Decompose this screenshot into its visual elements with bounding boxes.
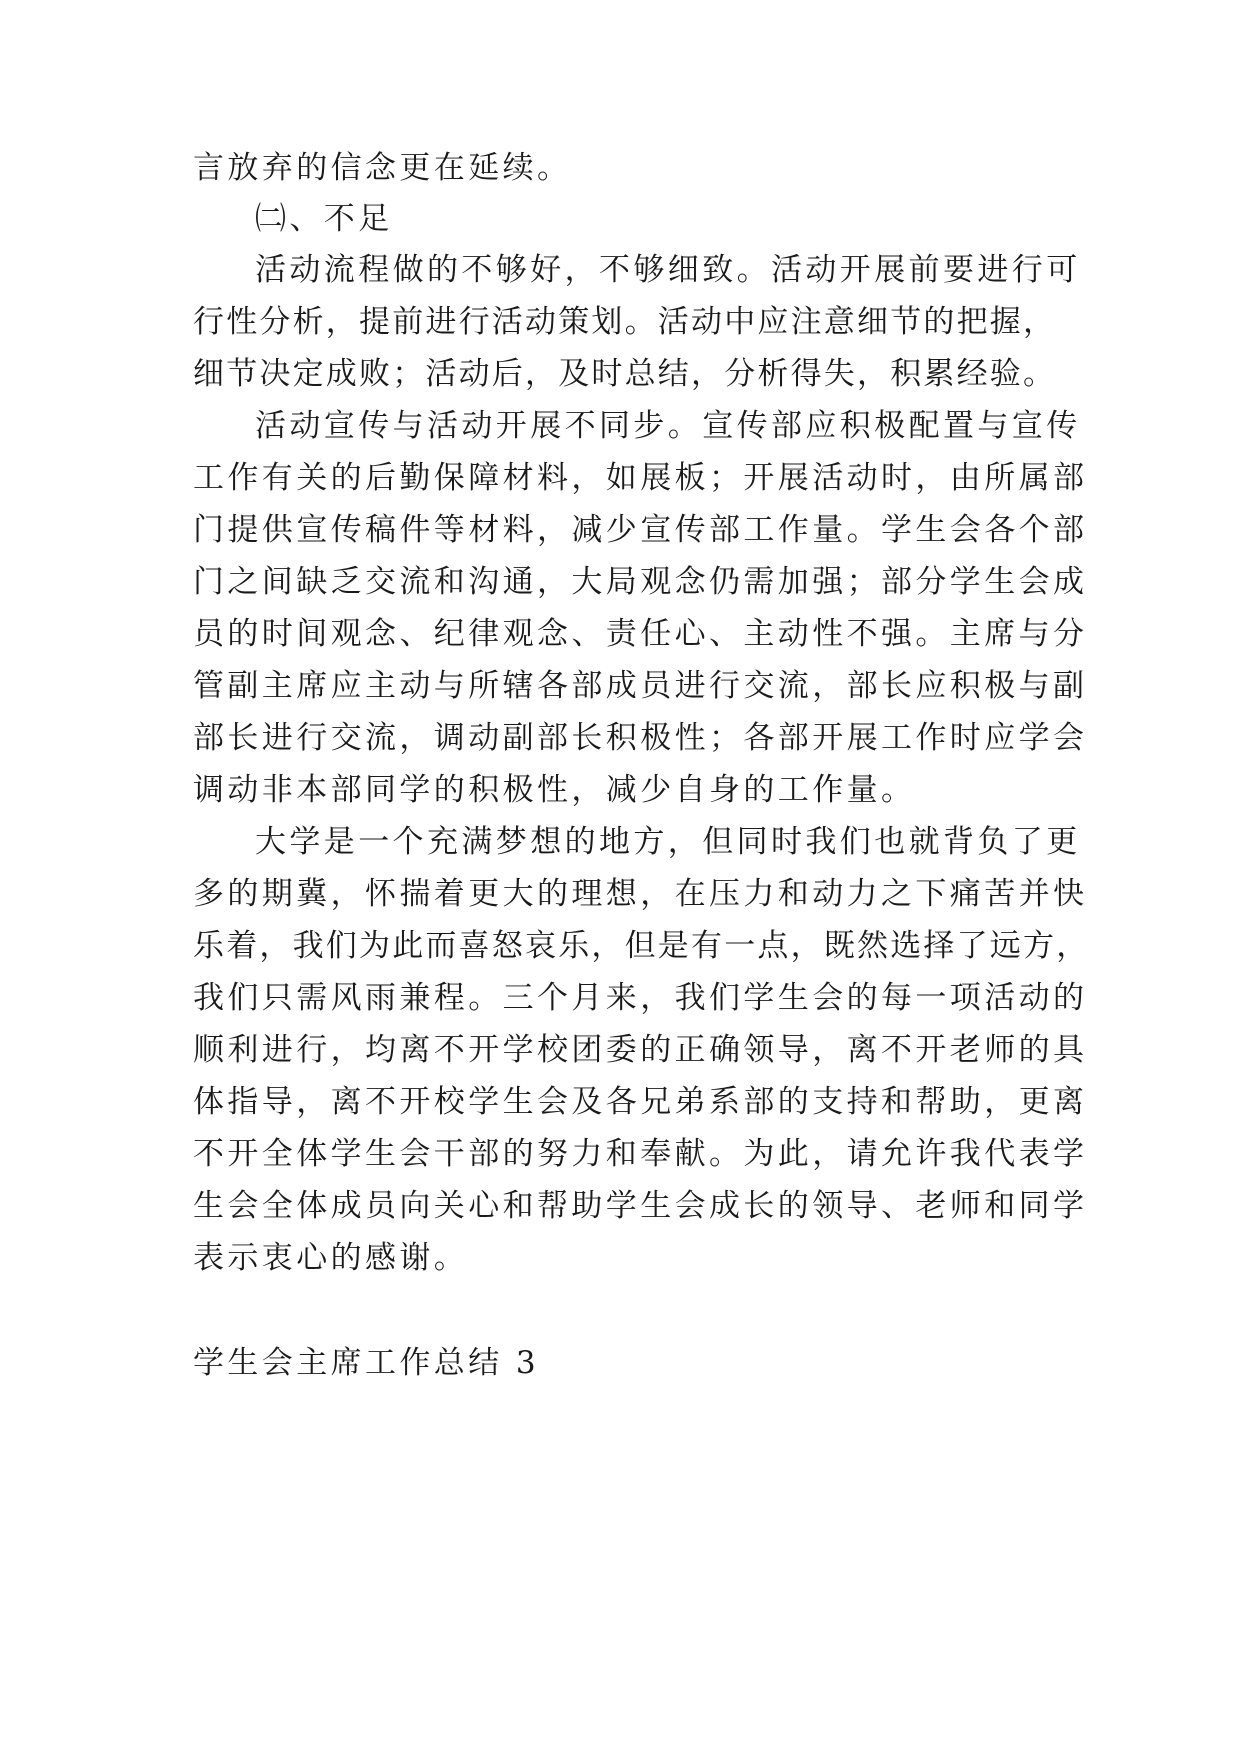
paragraph-line: 顺利进行，均离不开学校团委的正确领导，离不开老师的具 xyxy=(193,1032,1088,1068)
paragraph-line: 大学是一个充满梦想的地方，但同时我们也就背负了更 xyxy=(255,824,1081,860)
paragraph-line: 言放弃的信念更在延续。 xyxy=(193,150,572,186)
paragraph-line: 管副主席应主动与所辖各部成员进行交流，部长应积极与副 xyxy=(193,668,1088,704)
paragraph-line: 表示衷心的感谢。 xyxy=(193,1240,469,1276)
paragraph-line: 门提供宣传稿件等材料，减少宣传部工作量。学生会各个部 xyxy=(193,512,1088,548)
paragraph-line: 活动流程做的不够好，不够细致。活动开展前要进行可 xyxy=(255,252,1081,288)
paragraph-line: 调动非本部同学的积极性，减少自身的工作量。 xyxy=(193,772,916,808)
paragraph-line: 门之间缺乏交流和沟通，大局观念仍需加强；部分学生会成 xyxy=(193,564,1088,600)
section-heading: ㈡、不足 xyxy=(255,201,393,237)
paragraph-line: 我们只需风雨兼程。三个月来，我们学生会的每一项活动的 xyxy=(193,980,1088,1016)
paragraph-line: 活动宣传与活动开展不同步。宣传部应积极配置与宣传 xyxy=(255,408,1081,444)
paragraph-line: 多的期冀，怀揣着更大的理想，在压力和动力之下痛苦并快 xyxy=(193,876,1088,912)
paragraph-line: 工作有关的后勤保障材料，如展板；开展活动时，由所属部 xyxy=(193,460,1088,496)
paragraph-line: 不开全体学生会干部的努力和奉献。为此，请允许我代表学 xyxy=(193,1136,1088,1172)
paragraph-line: 乐着，我们为此而喜怒哀乐，但是有一点，既然选择了远方， xyxy=(193,928,1090,964)
paragraph-line: 部长进行交流，调动副部长积极性；各部开展工作时应学会 xyxy=(193,720,1088,756)
paragraph-line: 员的时间观念、纪律观念、责任心、主动性不强。主席与分 xyxy=(193,616,1088,652)
paragraph-line: 体指导，离不开校学生会及各兄弟系部的支持和帮助，更离 xyxy=(193,1084,1088,1120)
document-heading: 学生会主席工作总结 3 xyxy=(193,1345,539,1381)
paragraph-line: 细节决定成败；活动后，及时总结，分析得失，积累经验。 xyxy=(193,356,1057,392)
paragraph-line: 行性分析，提前进行活动策划。活动中应注意细节的把握， xyxy=(193,304,1057,340)
paragraph-line: 生会全体成员向关心和帮助学生会成长的领导、老师和同学 xyxy=(193,1188,1088,1224)
